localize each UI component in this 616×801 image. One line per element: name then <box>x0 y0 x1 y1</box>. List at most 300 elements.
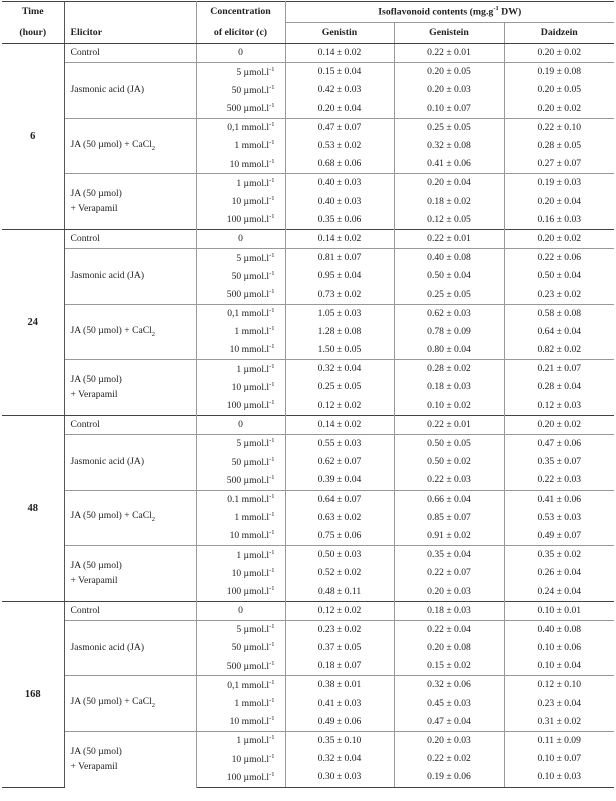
concentration-unit: µmol.l <box>241 549 270 561</box>
concentration-cell <box>196 676 285 695</box>
daidzein-value: 0.64 ± 0.04 <box>537 325 582 337</box>
concentration-cell <box>196 137 285 155</box>
concentration-unit-exponent: -1 <box>269 455 275 463</box>
concentration-cell <box>196 471 285 490</box>
table-row <box>2 63 614 82</box>
genistein-value: 0.22 ± 0.02 <box>394 750 504 768</box>
concentration-cell <box>196 527 285 546</box>
concentration-value: 0,1 <box>227 308 240 320</box>
daidzein-value: 0.20 ± 0.02 <box>537 47 582 59</box>
daidzein-value: 0.40 ± 0.08 <box>504 620 614 639</box>
genistin-value: 0.41 ± 0.03 <box>285 695 394 713</box>
concentration-value: 1 <box>236 363 242 375</box>
elicitor-cell <box>64 415 196 434</box>
genistin-value: 0.14 ± 0.02 <box>285 415 394 434</box>
header-concentration-label: Concentration <box>210 6 271 18</box>
genistin-value: 0.81 ± 0.07 <box>285 249 394 268</box>
elicitor-cell <box>64 118 196 174</box>
elicitor-name <box>71 189 196 199</box>
concentration-cell <box>196 44 285 63</box>
concentration-value: 10 <box>229 344 240 356</box>
genistein-value: 0.35 ± 0.04 <box>394 546 504 565</box>
concentration-unit: mmol.l <box>239 680 270 692</box>
genistin-value: 0.40 ± 0.03 <box>285 193 394 211</box>
concentration-unit-exponent: -1 <box>269 362 275 370</box>
daidzein-value: 0.22 ± 0.06 <box>504 249 614 268</box>
concentration-unit: µmol.l <box>241 363 270 375</box>
concentration-unit-exponent: -1 <box>269 697 275 705</box>
elicitor-subscript: 2 <box>151 702 156 710</box>
daidzein-value: 0.16 ± 0.03 <box>537 213 582 225</box>
concentration-value: 1 <box>236 549 242 561</box>
daidzein-value: 0.82 ± 0.02 <box>537 344 582 356</box>
header-iso-title: Isoflavonoid contents (mg.g <box>378 6 494 18</box>
daidzein-value: 0.11 ± 0.09 <box>504 731 614 750</box>
concentration-cell <box>196 564 285 582</box>
daidzein-value: 0.53 ± 0.03 <box>537 511 582 523</box>
daidzein-value: 0.10 ± 0.07 <box>537 753 582 765</box>
genistein-value: 0.80 ± 0.04 <box>394 341 504 360</box>
concentration-cell <box>196 639 285 657</box>
header-genistin <box>285 23 394 44</box>
elicitor-name <box>71 457 196 467</box>
concentration-cell <box>196 323 285 341</box>
concentration-cell <box>196 378 285 396</box>
concentration-unit-exponent: -1 <box>269 213 275 221</box>
concentration-unit: µmol.l <box>241 456 270 468</box>
genistein-value: 0.10 ± 0.07 <box>394 100 504 119</box>
concentration-cell <box>196 304 285 323</box>
concentration-unit: µmol.l <box>241 567 270 579</box>
genistin-value: 0.52 ± 0.02 <box>285 564 394 582</box>
genistin-value: 0.40 ± 0.03 <box>285 174 394 193</box>
table-row <box>2 229 614 248</box>
elicitor-label: Jasmonic acid (JA) <box>70 84 145 96</box>
concentration-value: 10 <box>231 196 242 208</box>
genistein-value: 0.78 ± 0.09 <box>394 323 504 341</box>
concentration-value: 100 <box>226 400 242 412</box>
concentration-unit-exponent: -1 <box>269 399 275 407</box>
daidzein-value: 0.22 ± 0.03 <box>537 474 582 486</box>
elicitor-cell <box>64 546 196 602</box>
daidzein-value: 0.19 ± 0.03 <box>504 174 614 193</box>
concentration-value: 100 <box>226 586 242 598</box>
concentration-unit-exponent: -1 <box>269 511 275 519</box>
concentration-value: 500 <box>226 660 242 672</box>
concentration-unit-exponent: -1 <box>269 641 275 649</box>
elicitor-name <box>71 747 196 757</box>
concentration-unit-exponent: -1 <box>269 176 275 184</box>
concentration-unit-exponent: -1 <box>269 752 275 760</box>
concentration-unit-exponent: -1 <box>269 251 275 259</box>
concentration-unit: mmol.l <box>239 530 270 542</box>
concentration-unit-exponent: -1 <box>269 83 275 91</box>
elicitor-label: JA (50 µmol) + CaCl <box>70 510 152 522</box>
header-iso-title-sup: -1 <box>493 5 499 13</box>
daidzein-value: 0.10 ± 0.01 <box>504 601 614 620</box>
elicitor-subscript: 2 <box>151 330 156 338</box>
concentration-unit: µmol.l <box>241 735 270 747</box>
daidzein-value: 0.28 ± 0.05 <box>537 140 582 151</box>
concentration-cell <box>196 768 285 787</box>
genistein-value: 0.22 ± 0.04 <box>394 620 504 639</box>
concentration-unit: µmol.l <box>241 753 270 765</box>
daidzein-value: 0.19 ± 0.08 <box>504 63 614 82</box>
concentration-cell <box>196 155 285 174</box>
concentration-unit: mmol.l <box>239 158 270 170</box>
concentration-unit: mmol.l <box>239 698 270 710</box>
genistin-value: 0.20 ± 0.04 <box>285 100 394 119</box>
time-value: 6 <box>30 130 36 142</box>
genistin-value: 0.12 ± 0.02 <box>285 601 394 620</box>
elicitor-label: JA (50 µmol) <box>70 745 122 757</box>
genistin-value: 0.53 ± 0.02 <box>285 137 394 155</box>
concentration-cell <box>196 397 285 416</box>
concentration-cell <box>196 415 285 434</box>
elicitor-name <box>71 48 196 58</box>
concentration-cell <box>196 211 285 230</box>
concentration-unit: µmol.l <box>241 771 270 783</box>
daidzein-value: 0.26 ± 0.04 <box>537 567 582 579</box>
concentration-unit: µmol.l <box>241 642 270 654</box>
concentration-cell <box>196 267 285 285</box>
daidzein-value: 0.35 ± 0.02 <box>504 546 614 565</box>
time-cell <box>2 601 64 787</box>
concentration-unit-exponent: -1 <box>269 623 275 631</box>
concentration-value: 500 <box>226 474 242 486</box>
daidzein-value: 0.31 ± 0.02 <box>537 715 582 727</box>
elicitor-label: Control <box>70 604 100 616</box>
genistein-value: 0.66 ± 0.04 <box>394 490 504 509</box>
concentration-unit-exponent: -1 <box>269 157 275 165</box>
genistin-value: 0.35 ± 0.06 <box>285 211 394 230</box>
genistein-value: 0.91 ± 0.02 <box>394 527 504 546</box>
genistein-value: 0.32 ± 0.08 <box>394 137 504 155</box>
genistin-value: 0.73 ± 0.02 <box>285 285 394 304</box>
header-time-unit: (hour) <box>19 26 47 38</box>
elicitor-cell <box>64 229 196 248</box>
concentration-cell <box>196 229 285 248</box>
elicitor-subscript: 2 <box>151 144 156 152</box>
elicitor-label: Control <box>70 47 100 59</box>
daidzein-value: 0.20 ± 0.05 <box>537 84 582 96</box>
daidzein-value: 0.10 ± 0.06 <box>537 642 582 654</box>
concentration-cell <box>196 601 285 620</box>
daidzein-value: 0.12 ± 0.03 <box>537 399 582 411</box>
genistin-value: 0.18 ± 0.07 <box>285 657 394 676</box>
concentration-unit-exponent: -1 <box>269 139 275 147</box>
concentration-value: 50 <box>231 85 242 97</box>
concentration-value: 100 <box>226 214 242 226</box>
concentration-unit-exponent: -1 <box>269 548 275 556</box>
genistein-value: 0.18 ± 0.03 <box>394 601 504 620</box>
concentration-unit-exponent: -1 <box>269 269 275 277</box>
concentration-unit: µmol.l <box>241 196 270 208</box>
concentration-value: 0 <box>238 418 243 430</box>
time-value: 48 <box>27 502 38 514</box>
elicitor-label: JA (50 µmol) <box>70 188 122 200</box>
table-row <box>2 490 614 509</box>
concentration-unit: µmol.l <box>241 177 270 189</box>
concentration-value: 1 <box>234 140 240 152</box>
genistein-value: 0.50 ± 0.04 <box>394 267 504 285</box>
genistein-value: 0.22 ± 0.03 <box>394 471 504 490</box>
concentration-value: 10 <box>231 567 242 579</box>
concentration-value: 5 <box>236 66 242 78</box>
daidzein-value: 0.23 ± 0.02 <box>537 288 582 300</box>
genistein-value: 0.20 ± 0.05 <box>394 63 504 82</box>
genistein-value: 0.22 ± 0.01 <box>394 44 504 63</box>
concentration-unit: mmol.l <box>239 716 270 728</box>
concentration-value: 0.1 <box>227 494 240 506</box>
concentration-value: 0,1 <box>227 680 240 692</box>
genistein-value: 0.18 ± 0.03 <box>394 378 504 396</box>
daidzein-value: 0.12 ± 0.10 <box>504 676 614 695</box>
concentration-value: 5 <box>236 252 242 264</box>
concentration-cell <box>196 249 285 268</box>
daidzein-value: 0.20 ± 0.02 <box>537 102 582 114</box>
elicitor-name <box>71 140 196 153</box>
elicitor-cell <box>64 434 196 490</box>
elicitor-name <box>71 85 196 95</box>
concentration-unit: µmol.l <box>241 586 270 598</box>
concentration-value: 0 <box>238 232 243 244</box>
elicitor-label: JA (50 µmol) + CaCl <box>70 324 152 336</box>
genistin-value: 0.68 ± 0.06 <box>285 155 394 174</box>
daidzein-value: 0.10 ± 0.03 <box>504 768 614 787</box>
table-row <box>2 174 614 193</box>
concentration-unit-exponent: -1 <box>269 529 275 537</box>
concentration-unit-exponent: -1 <box>269 678 275 686</box>
concentration-value: 500 <box>226 289 242 301</box>
concentration-cell <box>196 657 285 676</box>
concentration-cell <box>196 193 285 211</box>
concentration-cell <box>196 713 285 732</box>
elicitor-label: Jasmonic acid (JA) <box>70 642 145 654</box>
concentration-cell <box>196 509 285 527</box>
table-row <box>2 731 614 750</box>
concentration-unit-exponent: -1 <box>269 380 275 388</box>
genistein-value: 0.10 ± 0.02 <box>394 397 504 416</box>
daidzein-value: 0.50 ± 0.04 <box>537 270 582 282</box>
genistin-value: 0.32 ± 0.04 <box>285 750 394 768</box>
elicitor-label-line2: + Verapamil <box>70 388 118 400</box>
elicitor-label: Jasmonic acid (JA) <box>70 456 145 468</box>
concentration-cell <box>196 695 285 713</box>
table-row <box>2 676 614 695</box>
concentration-value: 0 <box>238 604 243 616</box>
header-genistein <box>394 23 504 44</box>
genistein-value: 0.25 ± 0.05 <box>394 285 504 304</box>
genistein-value: 0.22 ± 0.01 <box>394 415 504 434</box>
elicitor-cell <box>64 601 196 620</box>
concentration-unit-exponent: -1 <box>269 121 275 129</box>
elicitor-label: JA (50 µmol) + CaCl <box>70 696 152 708</box>
concentration-value: 0,1 <box>227 122 240 134</box>
header-genistin-label: Genistin <box>321 26 358 38</box>
concentration-unit: mmol.l <box>239 122 270 134</box>
concentration-cell <box>196 453 285 471</box>
daidzein-value: 0.10 ± 0.04 <box>537 660 582 672</box>
concentration-value: 50 <box>231 270 242 282</box>
concentration-value: 1 <box>234 698 240 710</box>
genistin-value: 0.64 ± 0.07 <box>285 490 394 509</box>
genistein-value: 0.20 ± 0.03 <box>394 582 504 601</box>
table-row <box>2 44 614 63</box>
header-daidzein-label: Daidzein <box>540 26 578 38</box>
time-value: 24 <box>27 316 38 328</box>
genistein-value: 0.47 ± 0.04 <box>394 713 504 732</box>
header-iso-title-post: DW) <box>498 6 522 18</box>
table-row <box>2 601 614 620</box>
genistein-value: 0.25 ± 0.05 <box>394 118 504 137</box>
concentration-unit-exponent: -1 <box>269 770 275 778</box>
concentration-unit: mmol.l <box>239 140 270 152</box>
genistein-value: 0.15 ± 0.02 <box>394 657 504 676</box>
concentration-cell <box>196 731 285 750</box>
table-row <box>2 434 614 453</box>
elicitor-name <box>71 375 196 385</box>
concentration-unit: µmol.l <box>241 624 270 636</box>
table-header <box>2 2 614 44</box>
genistein-value: 0.22 ± 0.01 <box>394 229 504 248</box>
genistin-value: 0.37 ± 0.05 <box>285 639 394 657</box>
daidzein-value: 0.20 ± 0.02 <box>504 229 614 248</box>
genistin-value: 0.14 ± 0.02 <box>285 229 394 248</box>
table-body <box>2 44 614 788</box>
genistein-value: 0.20 ± 0.03 <box>394 81 504 99</box>
genistein-value: 0.28 ± 0.02 <box>394 360 504 379</box>
daidzein-value: 0.49 ± 0.07 <box>537 529 582 541</box>
elicitor-label: Control <box>70 418 100 430</box>
genistin-value: 0.47 ± 0.07 <box>285 118 394 137</box>
elicitor-name <box>71 606 196 616</box>
daidzein-value: 0.20 ± 0.04 <box>537 195 582 207</box>
header-isoflavonoid-contents <box>285 2 614 23</box>
genistin-value: 0.32 ± 0.04 <box>285 360 394 379</box>
genistin-value: 1.28 ± 0.08 <box>285 323 394 341</box>
concentration-cell <box>196 285 285 304</box>
daidzein-value: 0.24 ± 0.04 <box>537 585 582 597</box>
concentration-cell <box>196 174 285 193</box>
concentration-unit-exponent: -1 <box>269 659 275 667</box>
genistein-value: 0.41 ± 0.06 <box>394 155 504 174</box>
table-row <box>2 249 614 268</box>
elicitor-label: Control <box>70 232 100 244</box>
concentration-unit-exponent: -1 <box>269 307 275 315</box>
genistin-value: 0.14 ± 0.02 <box>285 44 394 63</box>
genistin-value: 0.38 ± 0.01 <box>285 676 394 695</box>
concentration-value: 500 <box>226 103 242 115</box>
concentration-unit-exponent: -1 <box>269 65 275 73</box>
genistin-value: 0.12 ± 0.02 <box>285 397 394 416</box>
genistin-value: 0.48 ± 0.11 <box>285 582 394 601</box>
concentration-unit: µmol.l <box>241 660 270 672</box>
genistein-value: 0.20 ± 0.08 <box>394 639 504 657</box>
daidzein-value: 0.22 ± 0.10 <box>504 118 614 137</box>
genistin-value: 0.55 ± 0.03 <box>285 434 394 453</box>
genistein-value: 0.85 ± 0.07 <box>394 509 504 527</box>
elicitor-cell <box>64 360 196 416</box>
time-cell <box>2 415 64 601</box>
genistein-value: 0.50 ± 0.05 <box>394 434 504 453</box>
elicitor-cell <box>64 249 196 305</box>
genistin-value: 0.42 ± 0.03 <box>285 81 394 99</box>
concentration-unit: µmol.l <box>241 252 270 264</box>
concentration-unit-exponent: -1 <box>269 492 275 500</box>
concentration-value: 1 <box>236 735 242 747</box>
time-value: 168 <box>24 688 41 700</box>
daidzein-value: 0.21 ± 0.07 <box>504 360 614 379</box>
elicitor-label-line2: + Verapamil <box>70 574 118 586</box>
concentration-value: 10 <box>229 530 240 542</box>
elicitor-cell <box>64 63 196 119</box>
genistin-value: 0.95 ± 0.04 <box>285 267 394 285</box>
elicitor-label: Jasmonic acid (JA) <box>70 270 145 282</box>
elicitor-label: JA (50 µmol) <box>70 559 122 571</box>
concentration-value: 50 <box>231 642 242 654</box>
daidzein-value: 0.41 ± 0.06 <box>504 490 614 509</box>
concentration-unit: µmol.l <box>241 103 270 115</box>
elicitor-name <box>71 326 196 339</box>
concentration-unit-exponent: -1 <box>269 287 275 295</box>
concentration-unit-exponent: -1 <box>269 102 275 110</box>
elicitor-cell <box>64 731 196 787</box>
concentration-unit: µmol.l <box>241 438 270 450</box>
concentration-value: 10 <box>229 158 240 170</box>
genistin-value: 0.49 ± 0.06 <box>285 713 394 732</box>
table-row <box>2 360 614 379</box>
concentration-value: 50 <box>231 456 242 468</box>
genistein-value: 0.62 ± 0.03 <box>394 304 504 323</box>
concentration-value: 100 <box>226 771 242 783</box>
elicitor-name <box>71 420 196 430</box>
concentration-value: 0 <box>238 47 243 59</box>
genistin-value: 0.25 ± 0.05 <box>285 378 394 396</box>
time-cell <box>2 44 64 230</box>
elicitor-label-line2: + Verapamil <box>70 760 118 772</box>
elicitor-label: JA (50 µmol) + CaCl <box>70 138 152 150</box>
header-daidzein <box>504 23 614 44</box>
concentration-unit: µmol.l <box>241 214 270 226</box>
concentration-value: 5 <box>236 624 242 636</box>
time-cell <box>2 229 64 415</box>
concentration-cell <box>196 750 285 768</box>
header-elicitor-label: Elicitor <box>70 26 103 38</box>
genistein-value: 0.12 ± 0.05 <box>394 211 504 230</box>
concentration-cell <box>196 546 285 565</box>
concentration-cell <box>196 360 285 379</box>
daidzein-value: 0.58 ± 0.08 <box>504 304 614 323</box>
table-row <box>2 304 614 323</box>
daidzein-value: 0.35 ± 0.07 <box>537 456 582 468</box>
concentration-cell <box>196 81 285 99</box>
elicitor-name <box>71 511 196 524</box>
elicitor-label-line2: + Verapamil <box>70 203 118 215</box>
concentration-unit: mmol.l <box>239 308 270 320</box>
concentration-cell <box>196 118 285 137</box>
header-time-label: Time <box>21 6 44 18</box>
concentration-unit: mmol.l <box>239 494 270 506</box>
genistin-value: 0.39 ± 0.04 <box>285 471 394 490</box>
concentration-unit-exponent: -1 <box>269 325 275 333</box>
concentration-unit-exponent: -1 <box>269 437 275 445</box>
genistein-value: 0.50 ± 0.02 <box>394 453 504 471</box>
genistin-value: 1.50 ± 0.05 <box>285 341 394 360</box>
genistin-value: 0.23 ± 0.02 <box>285 620 394 639</box>
concentration-unit: mmol.l <box>239 344 270 356</box>
concentration-unit-exponent: -1 <box>269 473 275 481</box>
